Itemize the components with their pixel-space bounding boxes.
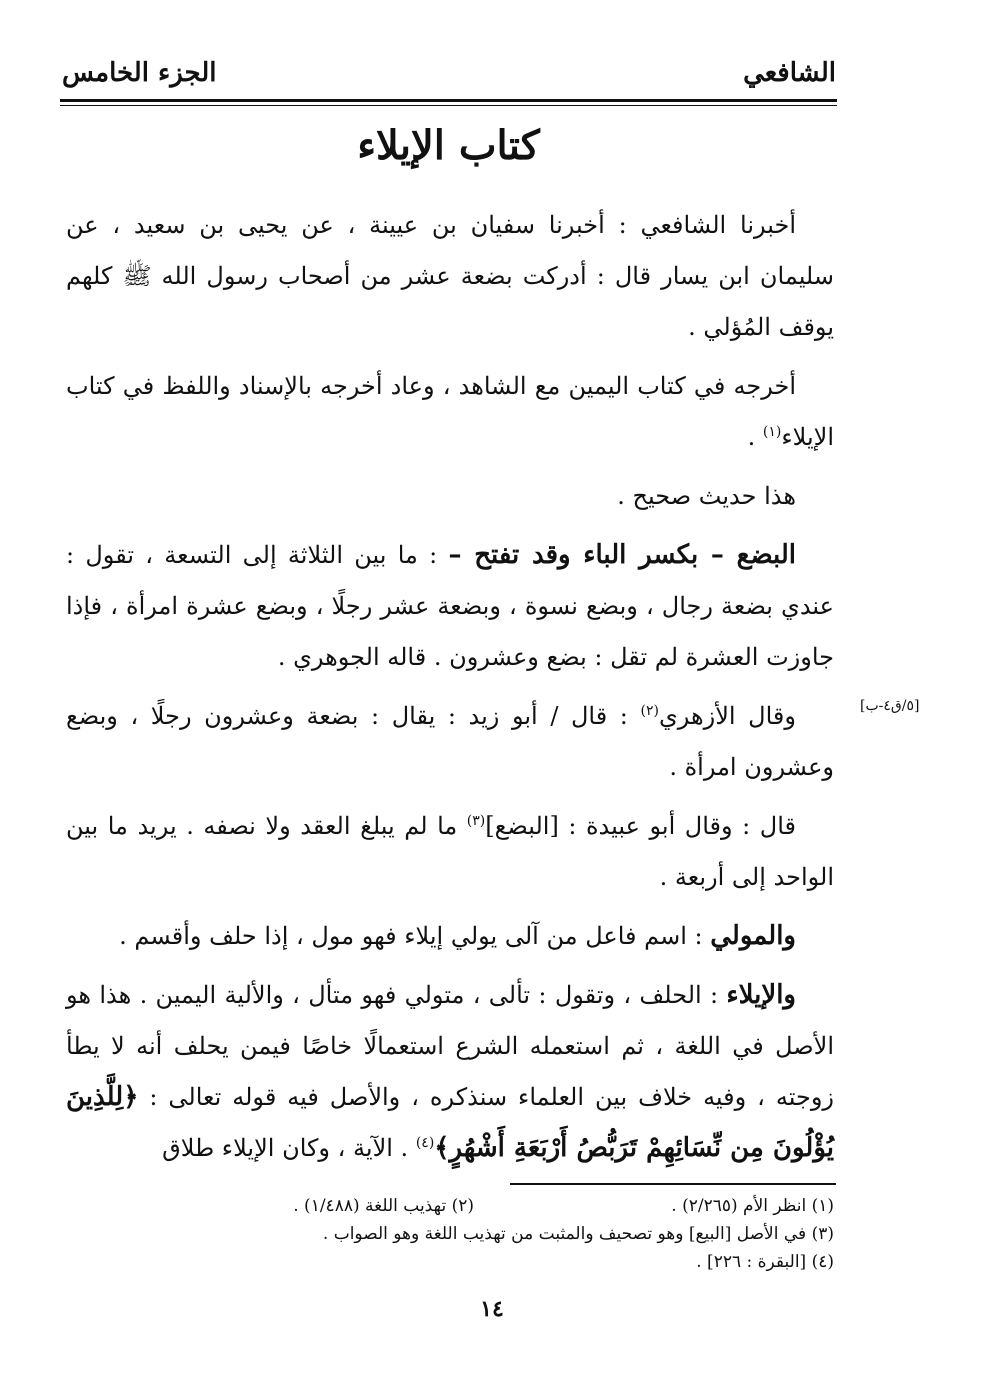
footnote-2: (٢) تهذيب اللغة (١/٤٨٨) . (293, 1196, 474, 1216)
footnote-3: (٣) في الأصل [البيع] وهو تصحيف والمثبت من تهذيب اللغة وهو الصواب . (322, 1224, 834, 1244)
header-volume: الجزء الخامس (62, 58, 217, 88)
header-rule-thin (60, 105, 837, 106)
footnote-4: (٤) [البقرة : ٢٢٦] . (696, 1252, 834, 1272)
footnotes (66, 1192, 834, 1276)
paragraph-bid: البضع – بكسر الباء وقد تفتح – : ما بين الثلاثة إلى التسعة ، تقول : عندي بضعة رجال ، وبضع نسوة ، وبضعة عشر رجلًا ، وبضع عشرة امرأة ، فإذا جاوزت العشرة لم تقل : بضع وعشرون . قاله الجوهري . (66, 540, 834, 671)
footnote-ref-2: (٢) (640, 703, 659, 719)
footnote-ref-1: (١) (762, 424, 782, 440)
footnote-separator (510, 1183, 836, 1185)
paragraph-mawli: والمولي : اسم فاعل من آلى يولي إيلاء فهو مول ، إذا حلف وأقسم . (119, 921, 796, 951)
header-author: الشافعي (743, 58, 836, 88)
quran-verse: ﴿لِلَّذِينَ يُؤْلُونَ مِن نِّسَائِهِمْ تَرَبُّصُ أَرْبَعَةِ أَشْهُرٍ﴾ (66, 1082, 834, 1163)
chapter-title: كتاب الإيلاء (357, 122, 540, 169)
page-number: ١٤ (480, 1296, 504, 1322)
paragraph-ila: والإيلاء : الحلف ، وتقول : تألى ، متولي فهو متأل ، والألية اليمين . هذا هو الأصل في اللغة ، ثم استعمله الشرع استعمالًا خاصًا فيمن يحلف أنه لا يطأ زوجته ، وفيه خلاف بين العلماء سنذكره ، والأصل فيه قوله تعالى : ﴿لِلَّذِينَ يُؤْلُونَ مِن نِّسَائِهِمْ تَرَبُّصُ أَرْبَعَةِ أَشْهُرٍ﴾$^{(٤)}$ . الآية ، وكان الإيلاء طلاق (66, 980, 834, 1163)
running-header (62, 58, 836, 98)
term-mawli: والمولي (710, 921, 796, 951)
manuscript-folio-marker: [٥/ق٤-ب] (860, 698, 920, 714)
main-text (66, 200, 834, 1182)
term-ila: والإيلاء (726, 980, 796, 1010)
paragraph-azhari: وقال الأزهري$^{(٢)}$ : قال / أبو زيد : يقال : بضعة وعشرون رجلًا ، وبضع وعشرون امرأة . (66, 702, 834, 781)
term-bid: البضع – بكسر الباء وقد تفتح – (448, 540, 796, 570)
paragraph-grading: هذا حديث صحيح . (617, 482, 796, 510)
paragraph-abu-ubayda: قال : وقال أبو عبيدة : [البضع]$^{(٣)}$ ما لم يبلغ العقد ولا نصفه . يريد ما بين الواحد إلى أربعة . (66, 812, 834, 891)
footnote-ref-4: (٤) (415, 1135, 435, 1151)
header-rule-thick (60, 99, 837, 102)
paragraph-takhrij: أخرجه في كتاب اليمين مع الشاهد ، وعاد أخرجه بالإسناد واللفظ في كتاب الإيلاء$^{(١)}$ . (66, 372, 834, 451)
footnote-1: (١) انظر الأم (٢/٢٦٥) . (671, 1196, 834, 1216)
footnote-ref-3: (٣) (466, 813, 486, 829)
paragraph-hadith: أخبرنا الشافعي : أخبرنا سفيان بن عيينة ، عن يحيى بن سعيد ، عن سليمان ابن يسار قال : أدركت بضعة عشر من أصحاب رسول الله ﷺ كلهم يوقف المُؤلي . (66, 211, 834, 341)
